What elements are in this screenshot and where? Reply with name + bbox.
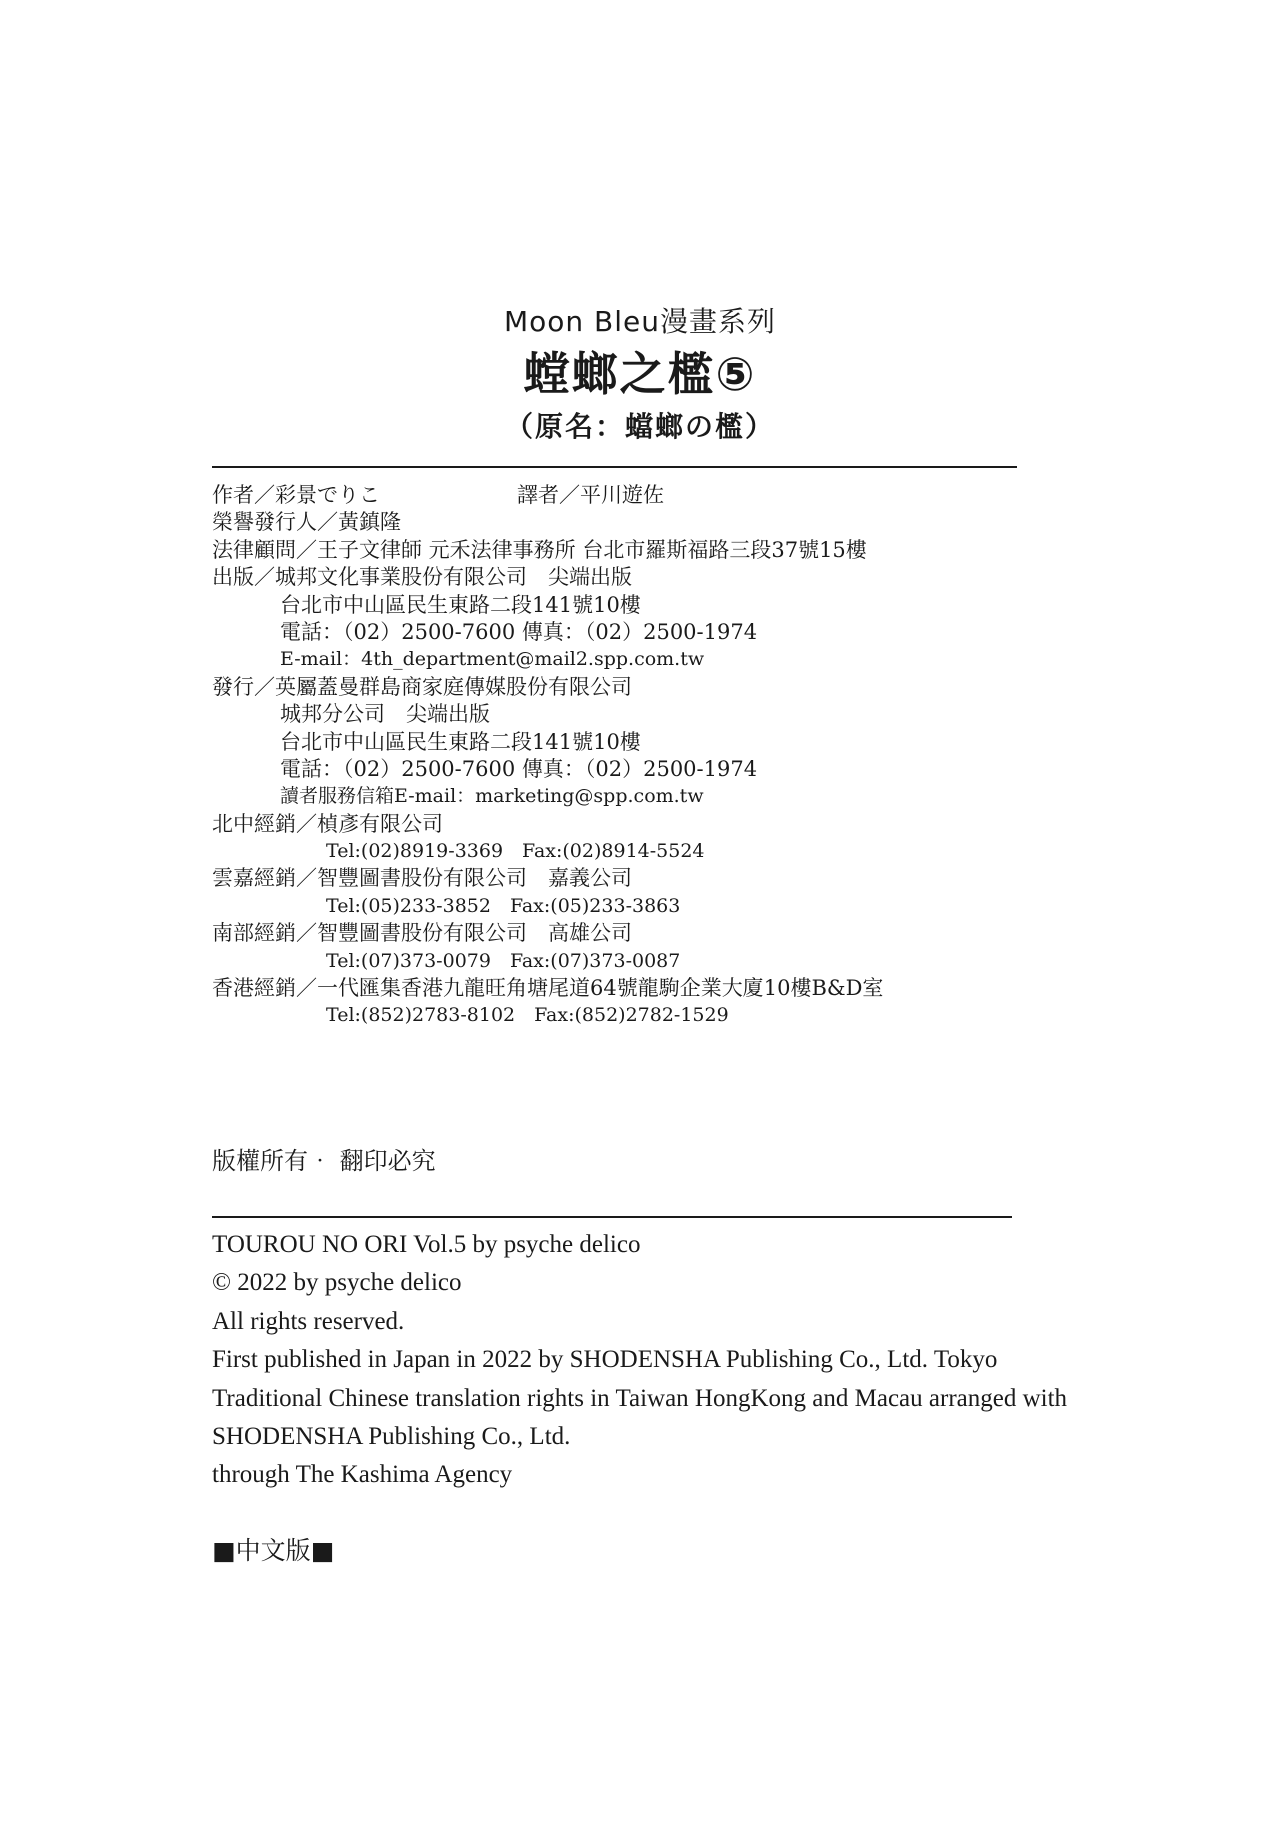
original-title: （原名：蟷螂の檻） [504,410,775,443]
edition-label: ■中文版■ [212,1536,335,1565]
bottom-divider [212,1216,1012,1218]
north-distributor: 北中經銷／楨彥有限公司 [212,811,443,836]
rights-line: SHODENSHA Publishing Co., Ltd. [212,1422,571,1450]
distributor-phone: 電話：（02）2500-7600 傳真：（02）2500-1974 [280,756,758,781]
copyright-notice: 版權所有‧ 翻印必究 [212,1147,436,1175]
south-distributor: 南部經銷／智豐圖書股份有限公司 高雄公司 [212,921,632,946]
honorary-publisher-credit: 榮譽發行人／黃鎮隆 [212,510,401,535]
publisher-phone: 電話：（02）2500-7600 傳真：（02）2500-1974 [280,619,758,644]
series-name: Moon Bleu漫畫系列 [503,305,777,338]
publisher-address: 台北市中山區民生東路二段141號10樓 [280,592,641,617]
distributor-credit: 發行／英屬蓋曼群島商家庭傳媒股份有限公司 [212,674,632,699]
rights-line: © 2022 by psyche delico [212,1269,462,1297]
rights-line: through The Kashima Agency [212,1461,513,1489]
yunjia-distributor: 雲嘉經銷／智豐圖書股份有限公司 嘉義公司 [212,866,632,891]
distributor-address: 台北市中山區民生東路二段141號10樓 [280,729,641,754]
legal-advisor-credit: 法律顧問／王子文律師 元禾法律事務所 台北市羅斯福路三段37號15樓 [212,537,867,562]
credits-block [212,482,1192,1030]
rights-line: Traditional Chinese translation rights in Taiwan HongKong and Macau arranged with [212,1384,1068,1412]
rights-line: All rights reserved. [212,1307,405,1335]
publisher-email: E-mail：4th_department@mail2.spp.com.tw [280,648,705,671]
south-distributor-contact: Tel:(07)373-0079 Fax:(07)373-0087 [326,949,681,972]
distributor-branch: 城邦分公司 尖端出版 [280,702,490,727]
credit-author-line [212,482,1192,509]
distributor-email: 讀者服務信箱E-mail：marketing@spp.com.tw [280,785,704,808]
author-credit: 作者／彩景でりこ [212,483,380,507]
publisher-credit: 出版／城邦文化事業股份有限公司 尖端出版 [212,565,632,590]
yunjia-distributor-contact: Tel:(05)233-3852 Fax:(05)233-3863 [326,894,681,917]
north-distributor-contact: Tel:(02)8919-3369 Fax:(02)8914-5524 [326,840,705,863]
rights-line: TOUROU NO ORI Vol.5 by psyche delico [212,1231,641,1258]
rights-block [212,1226,1212,1495]
top-divider [212,466,1017,468]
hongkong-distributor: 香港經銷／一代匯集香港九龍旺角塘尾道64號龍駒企業大廈10樓B&D室 [212,976,884,1001]
book-title: 螳螂之檻⑤ [523,347,757,401]
rights-line: First published in Japan in 2022 by SHODENSHA Publishing Co., Ltd. Tokyo [212,1346,998,1374]
hongkong-distributor-contact: Tel:(852)2783-8102 Fax:(852)2782-1529 [326,1004,729,1027]
translator-credit: 譯者／平川遊佐 [517,483,664,507]
